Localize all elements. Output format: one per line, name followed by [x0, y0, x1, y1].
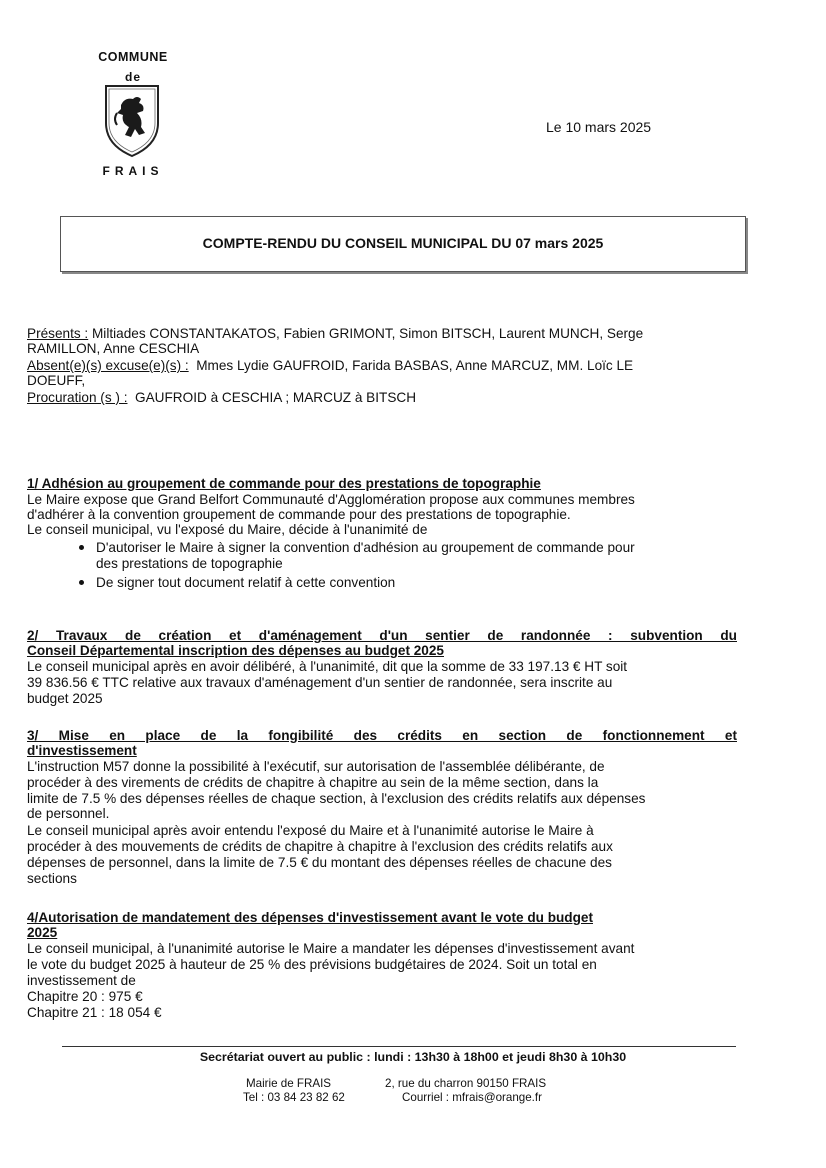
bullet-icon: [79, 580, 84, 585]
section-4-line-2: le vote du budget 2025 à hauteur de 25 % des prévisions budgétaires de 2024. Soit un total en: [27, 957, 597, 972]
section-1-bullet-1-line-1: D'autoriser le Maire à signer la convention d'adhésion au groupement de commande pour: [96, 540, 635, 555]
section-3-line-7: dépenses de personnel, dans la limite de 7.5 € du montant des dépenses réelles de chacune des: [27, 855, 612, 870]
bullet-icon: [79, 545, 84, 550]
footer-divider: [62, 1046, 736, 1047]
section-3-line-8: sections: [27, 871, 77, 886]
commune-de-label: de: [124, 70, 141, 84]
section-3-title-line-2: d'investissement: [27, 743, 137, 758]
section-3-line-2: procéder à des virements de crédits de chapitre à chapitre au sein de la même section, dans la: [27, 775, 599, 790]
footer-mairie: Mairie de FRAIS: [246, 1077, 332, 1090]
section-2-line-1: Le conseil municipal après en avoir délibéré, à l'unanimité, dit que la somme de 33 197.13 € HT soit: [27, 659, 628, 674]
footer-tel: Tel : 03 84 23 82 62: [243, 1091, 345, 1104]
section-2-title-line-1: 2/ Travaux de création et d'aménagement d'un sentier de randonnée : subvention du: [27, 628, 737, 643]
section-2-line-2: 39 836.56 € TTC relative aux travaux d'aménagement d'un sentier de randonnée, sera inscrite au: [27, 675, 613, 690]
procuration-line: [27, 390, 416, 405]
coat-of-arms-icon: [103, 83, 161, 159]
section-4-line-1: Le conseil municipal, à l'unanimité autorise le Maire a mandater les dépenses d'investissement avant: [27, 941, 635, 956]
absents-line-1: [27, 358, 739, 373]
section-3-line-1: L'instruction M57 donne la possibilité à l'exécutif, sur autorisation de l'assemblée délibérante, de: [27, 759, 605, 774]
section-2-line-3: budget 2025: [27, 691, 103, 706]
commune-label: COMMUNE: [98, 50, 168, 64]
title-box: [60, 216, 746, 272]
presents-names-1: Miltiades CONSTANTAKATOS, Fabien GRIMONT, Simon BITSCH, Laurent MUNCH, Serge: [91, 326, 644, 341]
section-3-line-5: Le conseil municipal après avoir entendu l'exposé du Maire et à l'unanimité autorise le Maire à: [27, 823, 594, 838]
section-2-title-line-2: Conseil Départemental inscription des dépenses au budget 2025: [27, 643, 444, 658]
section-4-line-5: Chapitre 21 : 18 054 €: [27, 1005, 162, 1020]
footer-email: Courriel : mfrais@orange.fr: [402, 1091, 542, 1104]
document-date: Le 10 mars 2025: [546, 119, 652, 135]
section-1-bullet-1-line-2: des prestations de topographie: [96, 556, 283, 571]
absents-names-2: DOEUFF,: [27, 373, 86, 388]
presents-line-1: [27, 326, 739, 341]
absents-label: Absent(e)(s) excuse(e)(s) :: [27, 358, 189, 373]
footer-opening-hours: Secrétariat ouvert au public : lundi : 13h30 à 18h00 et jeudi 8h30 à 10h30: [199, 1050, 627, 1064]
section-4-title-line-1: 4/Autorisation de mandatement des dépenses d'investissement avant le vote du budget: [27, 910, 593, 925]
section-4-line-3: investissement de: [27, 973, 136, 988]
footer-address: 2, rue du charron 90150 FRAIS: [385, 1077, 547, 1090]
section-3-line-3: limite de 7.5 % des dépenses réelles de chaque section, à l'exclusion des crédits relatifs aux dépenses: [27, 791, 646, 806]
section-3-line-4: de personnel.: [27, 806, 110, 821]
section-1-title: 1/ Adhésion au groupement de commande pour des prestations de topographie: [27, 476, 541, 491]
section-3-line-6: procéder à des mouvements de crédits de chapitre à chapitre à l'exclusion des crédits relatifs aux: [27, 839, 613, 854]
procuration-label: Procuration (s ) :: [27, 390, 128, 405]
procuration-text: GAUFROID à CESCHIA ; MARCUZ à BITSCH: [135, 390, 417, 405]
section-1-para-2: d'adhérer à la convention groupement de commande pour des prestations de topographie.: [27, 507, 571, 522]
document-title: COMPTE-RENDU DU CONSEIL MUNICIPAL DU 07 mars 2025: [202, 235, 604, 251]
section-3-title-line-1: 3/ Mise en place de la fongibilité des crédits en section de fonctionnement et: [27, 728, 737, 743]
town-name: FRAIS: [102, 164, 164, 178]
section-4-title-line-2: 2025: [27, 925, 58, 940]
section-4-line-4: Chapitre 20 : 975 €: [27, 989, 143, 1004]
section-1-para-3: Le conseil municipal, vu l'exposé du Maire, décide à l'unanimité de: [27, 522, 428, 537]
presents-label: Présents :: [27, 326, 89, 341]
absents-names-1: Mmes Lydie GAUFROID, Farida BASBAS, Anne MARCUZ, MM. Loïc LE: [196, 358, 634, 373]
presents-names-2: RAMILLON, Anne CESCHIA: [27, 341, 200, 356]
section-1-para-1: Le Maire expose que Grand Belfort Communauté d'Agglomération propose aux communes membres: [27, 492, 635, 507]
section-1-bullet-2: De signer tout document relatif à cette convention: [96, 575, 396, 590]
